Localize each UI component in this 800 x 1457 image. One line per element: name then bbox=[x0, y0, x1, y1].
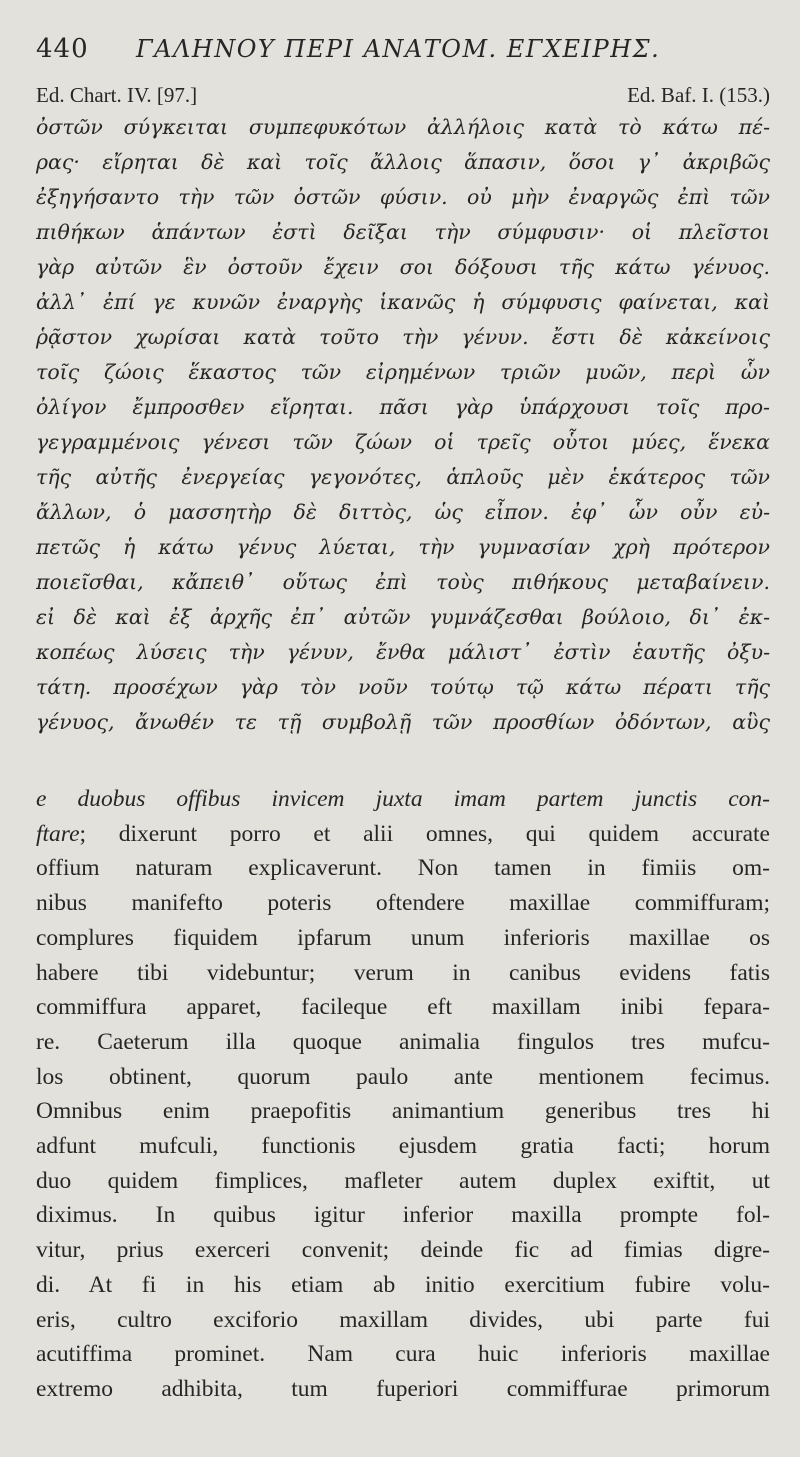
latin-line: Omnibus enim praepofitis animantium generibus tres hi bbox=[36, 1098, 770, 1125]
greek-line: γεγραμμένοις γένεσι τῶν ζώων οἱ τρεῖς οὗτοι μύες, ἕνεκα bbox=[36, 430, 770, 454]
latin-line: acutiffima prominet. Nam cura huic inferioris maxillae bbox=[36, 1341, 770, 1368]
greek-line: ρας· εἴρηται δὲ καὶ τοῖς ἄλλοις ἅπασιν, ὅσοι γ᾿ ἀκριβῶς bbox=[36, 150, 770, 174]
latin-line: los obtinent, quorum paulo ante mentionem fecimus. bbox=[36, 1063, 770, 1090]
latin-line: diximus. In quibus igitur inferior maxilla prompte fol- bbox=[36, 1202, 770, 1229]
latin-italic-word: ftare bbox=[36, 820, 80, 847]
edition-chart-reference: Ed. Chart. IV. [97.] bbox=[36, 83, 198, 107]
latin-line-rest: ; dixerunt porro et alii omnes, qui quidem accurate bbox=[79, 820, 770, 847]
edition-basel-reference: Ed. Baf. I. (153.) bbox=[627, 83, 770, 107]
greek-line: τάτη. προσέχων γὰρ τὸν νοῦν τούτῳ τῷ κάτω πέρατι τῆς bbox=[36, 675, 770, 699]
latin-line: nibus manifefto poteris oftendere maxillae commiffuram; bbox=[36, 890, 770, 917]
latin-line: adfunt mufculi, functionis ejusdem gratia facti; horum bbox=[36, 1133, 770, 1160]
latin-line: re. Caeterum illa quoque animalia fingulos tres mufcu- bbox=[36, 1028, 770, 1055]
greek-line: ὀστῶν σύγκειται συμπεφυκότων ἀλλήλοις κατὰ τὸ κάτω πέ- bbox=[36, 115, 770, 139]
greek-line: εἰ δὲ καὶ ἐξ ἀρχῆς ἐπ᾿ αὐτῶν γυμνάζεσθαι βούλοιο, δι᾿ ἐκ- bbox=[36, 605, 770, 629]
latin-line: vitur, prius exerceri convenit; deinde fic ad fimias digre- bbox=[36, 1237, 770, 1264]
latin-line: di. At fi in his etiam ab initio exercitium fubire volu- bbox=[36, 1271, 770, 1298]
latin-line: e duobus offibus invicem juxta imam partem junctis con- bbox=[36, 786, 770, 812]
latin-text-block bbox=[36, 782, 770, 1407]
greek-line: ῥᾷστον χωρίσαι κατὰ τοῦτο τὴν γένυν. ἔστι δὲ κἀκείνοις bbox=[36, 325, 770, 349]
latin-line: duo quidem fimplices, mafleter autem duplex exiftit, ut bbox=[36, 1167, 770, 1194]
page-title: ΓΑΛΗΝΟΥ ΠΕΡΙ ΑΝΑΤΟΜ. ΕΓΧΕΙΡΗΣ. bbox=[136, 35, 661, 63]
latin-line: commiffura apparet, facileque eft maxillam inibi fepara- bbox=[36, 994, 770, 1021]
greek-line: ἄλλων, ὁ μασσητὴρ δὲ διττὸς, ὡς εἶπον. ἐφ᾿ ὧν οὖν εὐ- bbox=[36, 500, 770, 524]
greek-line: πιθήκων ἁπάντων ἐστὶ δεῖξαι τὴν σύμφυσιν· οἱ πλεῖστοι bbox=[36, 220, 770, 244]
greek-line: ποιεῖσθαι, κἄπειθ᾿ οὕτως ἐπὶ τοὺς πιθήκους μεταβαίνειν. bbox=[36, 570, 770, 594]
latin-line bbox=[36, 817, 770, 852]
edition-references bbox=[36, 80, 770, 110]
latin-line: habere tibi videbuntur; verum in canibus evidens fatis bbox=[36, 959, 770, 986]
greek-line: γὰρ αὐτῶν ἓν ὀστοῦν ἔχειν σοι δόξουσι τῆς κάτω γένυος. bbox=[36, 255, 770, 279]
greek-line: γένυος, ἄνωθέν τε τῇ συμβολῇ τῶν προσθίων ὀδόντων, αὓς bbox=[36, 710, 770, 734]
greek-line: τῆς αὐτῆς ἐνεργείας γεγονότες, ἁπλοῦς μὲν ἑκάτερος τῶν bbox=[36, 465, 770, 489]
greek-line: ἀλλ᾿ ἐπί γε κυνῶν ἐναργὴς ἱκανῶς ἡ σύμφυσις φαίνεται, καὶ bbox=[36, 290, 770, 314]
greek-text-block bbox=[36, 110, 770, 740]
latin-line: extremo adhibita, tum fuperiori commiffurae primorum bbox=[36, 1375, 770, 1402]
page-number: 440 bbox=[36, 34, 89, 64]
latin-line: complures fiquidem ipfarum unum inferioris maxillae os bbox=[36, 924, 770, 951]
greek-line: πετῶς ἡ κάτω γένυς λύεται, τὴν γυμνασίαν χρὴ πρότερον bbox=[36, 535, 770, 559]
greek-line: ἐξηγήσαντο τὴν τῶν ὀστῶν φύσιν. οὐ μὴν ἐναργῶς ἐπὶ τῶν bbox=[36, 185, 770, 209]
latin-line: offium naturam explicaverunt. Non tamen in fimiis om- bbox=[36, 855, 770, 882]
latin-line: eris, cultro exciforio maxillam divides, ubi parte fui bbox=[36, 1306, 770, 1333]
greek-line: κοπέως λύσεις τὴν γένυν, ἔνθα μάλιστ᾿ ἐστὶν ἑαυτῆς ὀξυ- bbox=[36, 640, 770, 664]
greek-line: ὀλίγον ἔμπροσθεν εἴρηται. πᾶσι γὰρ ὑπάρχουσι τοῖς προ- bbox=[36, 395, 770, 419]
column-gap bbox=[36, 740, 770, 782]
greek-line: τοῖς ζώοις ἕκαστος τῶν εἰρημένων τριῶν μυῶν, περὶ ὧν bbox=[36, 360, 770, 384]
running-head bbox=[36, 34, 770, 80]
